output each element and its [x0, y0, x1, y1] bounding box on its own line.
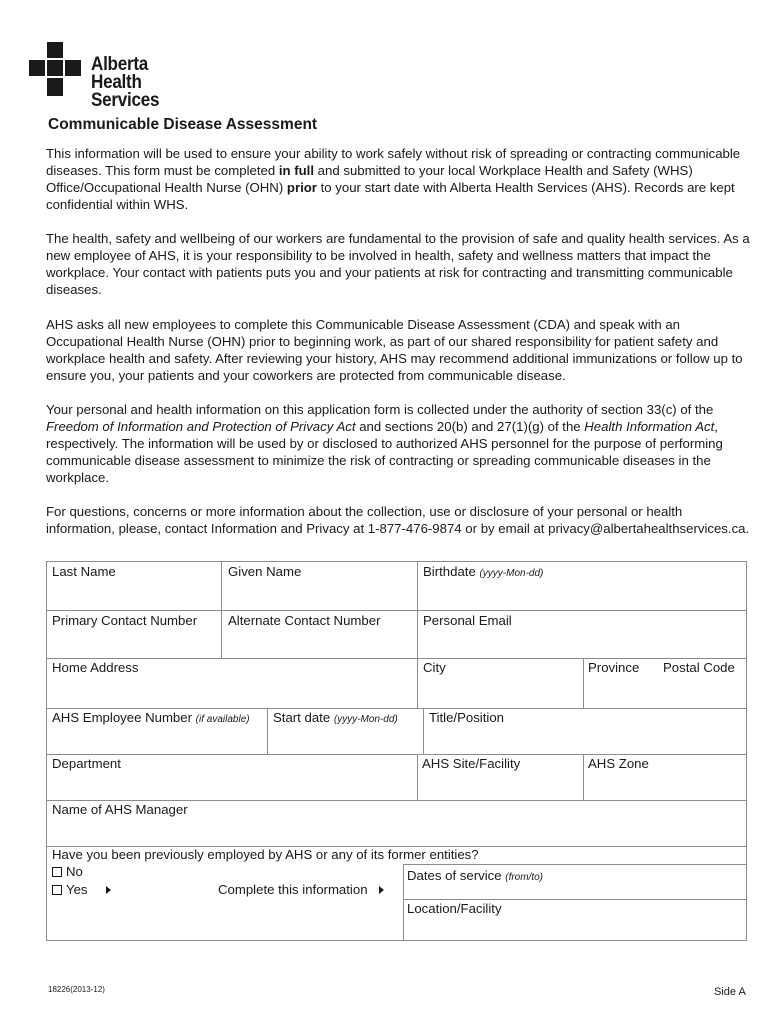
personal-email-field[interactable]: Personal Email: [423, 613, 512, 628]
ahs-logo: [29, 42, 209, 111]
privacy-paragraph: Your personal and health information on this application form is collected under the authority of section 33(c) of the Freedom of Information and Protection of Privacy Act and sections 20(b) and 27(1)(g) of the Health Information Act, respectively. The information will be used by or disclosed to authorized AHS personnel for the purpose of performing communicable disease assessment to minimize the risk of contracting or spreading communicable diseases in the workplace.: [46, 402, 723, 485]
primary-contact-field[interactable]: Primary Contact Number: [52, 613, 198, 628]
checkbox-icon[interactable]: [52, 885, 62, 895]
no-checkbox[interactable]: No: [52, 864, 83, 879]
last-name-field[interactable]: Last Name: [52, 564, 116, 579]
postal-code-field[interactable]: Postal Code: [663, 660, 735, 675]
birthdate-field[interactable]: Birthdate (yyyy-Mon-dd): [423, 564, 544, 579]
wellbeing-paragraph: The health, safety and wellbeing of our workers are fundamental to the provision of safe and quality health services. As a new employee of AHS, it is your responsibility to be involved in health, safety and wellness matters that impact the workplace. Your contact with patients puts you and your patients at risk for contracting and transmitting communicable diseases.: [46, 231, 750, 297]
alternate-contact-field[interactable]: Alternate Contact Number: [228, 613, 381, 628]
complete-info-label: Complete this information: [218, 882, 384, 897]
arrow-right-icon: [379, 886, 384, 894]
personal-info-form: [46, 561, 747, 941]
site-facility-field[interactable]: AHS Site/Facility: [422, 756, 521, 771]
start-date-field[interactable]: Start date (yyyy-Mon-dd): [273, 710, 398, 725]
location-facility-field[interactable]: Location/Facility: [407, 901, 502, 916]
dates-of-service-field[interactable]: Dates of service (from/to): [407, 868, 544, 883]
manager-field[interactable]: Name of AHS Manager: [52, 802, 188, 817]
checkbox-icon[interactable]: [52, 867, 62, 877]
city-field[interactable]: City: [423, 660, 446, 675]
employee-number-field[interactable]: AHS Employee Number (if available): [52, 710, 250, 725]
prev-employment-question: Have you been previously employed by AHS or any of its former entities?: [52, 847, 479, 862]
title-position-field[interactable]: Title/Position: [429, 710, 505, 725]
form-code: 18226(2013-12): [48, 985, 105, 994]
org-name: Alberta Health Services: [91, 54, 160, 111]
side-label: Side A: [714, 986, 746, 998]
arrow-right-icon: [106, 886, 111, 894]
zone-field[interactable]: AHS Zone: [588, 756, 649, 771]
given-name-field[interactable]: Given Name: [228, 564, 302, 579]
contact-paragraph: For questions, concerns or more information about the collection, use or disclosure of your personal or health information, please, contact Information and Privacy at 1-877-476-9874 or by email at privacy@albertahealthservices.ca.: [46, 504, 750, 536]
ahs-cross-icon: [29, 42, 83, 96]
yes-checkbox[interactable]: Yes: [52, 882, 111, 897]
province-field[interactable]: Province: [588, 660, 640, 675]
intro-paragraph: This information will be used to ensure your ability to work safely without risk of spreading or contracting communicable diseases. This form must be completed in full and submitted to your local Workplace Health and Safety (WHS) Office/Occupational Health Nurse (OHN) prior to your start date with Alberta Health Services (AHS). Records are kept confidential within WHS.: [46, 146, 741, 212]
home-address-field[interactable]: Home Address: [52, 660, 139, 675]
page-title: Communicable Disease Assessment: [48, 116, 318, 133]
cda-paragraph: AHS asks all new employees to complete this Communicable Disease Assessment (CDA) and speak with an Occupational Health Nurse (OHN) prior to beginning work, as part of our shared responsibility for patient safety and workplace health and safety. After reviewing your history, AHS may recommend additional immunizations or follow up to ensure you, your patients and your coworkers are protected from communicable disease.: [46, 317, 743, 383]
department-field[interactable]: Department: [52, 756, 121, 771]
